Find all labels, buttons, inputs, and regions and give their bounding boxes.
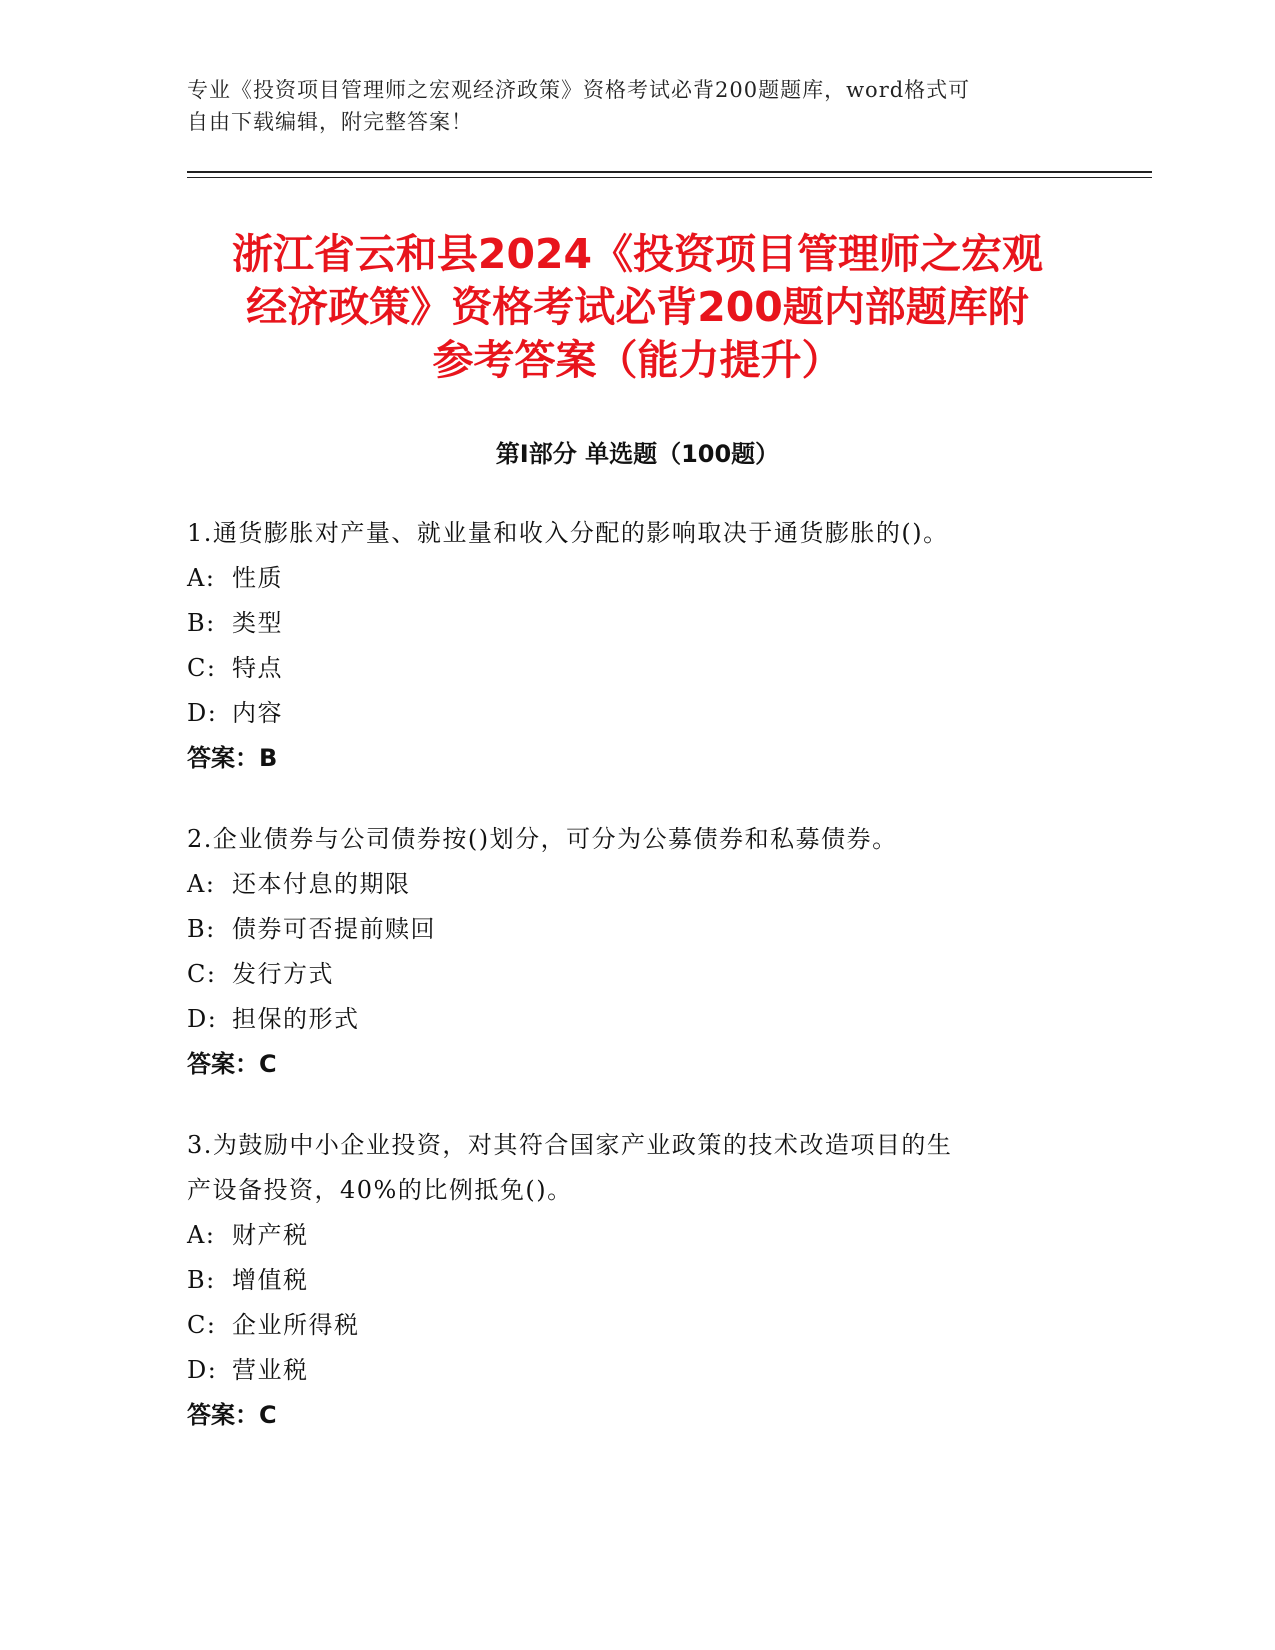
option-key: C: xyxy=(187,1311,217,1339)
section-title: 第I部分 单选题（100题） xyxy=(495,440,780,468)
option-b xyxy=(187,1258,1067,1303)
option-d xyxy=(187,997,1067,1042)
title-line2: 经济政策》资格考试必背200题内部题库附 xyxy=(246,283,1029,331)
header-note-line2: 自由下载编辑，附完整答案！ xyxy=(187,110,473,134)
option-key: D: xyxy=(187,1005,218,1033)
option-key: B: xyxy=(187,915,216,943)
header-divider-top xyxy=(187,171,1152,173)
question-stem-continued: 产设备投资，40%的比例抵免()。 xyxy=(187,1176,573,1204)
option-text: 债券可否提前赎回 xyxy=(232,915,436,943)
option-text: 特点 xyxy=(232,654,283,682)
option-text: 发行方式 xyxy=(232,960,334,988)
question-2 xyxy=(187,817,1067,1087)
answer: 答案：C xyxy=(187,1401,277,1429)
question-stem: 1.通货膨胀对产量、就业量和收入分配的影响取决于通货膨胀的()。 xyxy=(187,519,949,547)
question-3 xyxy=(187,1123,1067,1438)
header-divider-bottom xyxy=(187,177,1152,178)
option-key: A: xyxy=(187,870,216,898)
option-b xyxy=(187,907,1067,952)
option-text: 类型 xyxy=(232,609,283,637)
option-d xyxy=(187,691,1067,736)
option-key: B: xyxy=(187,1266,216,1294)
title-line3: 参考答案（能力提升） xyxy=(432,336,843,384)
option-text: 财产税 xyxy=(232,1221,309,1249)
header-note-line1: 专业《投资项目管理师之宏观经济政策》资格考试必背200题题库，word格式可 xyxy=(187,78,971,102)
question-stem: 2.企业债券与公司债券按()划分，可分为公募债券和私募债券。 xyxy=(187,825,898,853)
option-key: A: xyxy=(187,1221,216,1249)
option-c xyxy=(187,646,1067,691)
option-text: 营业税 xyxy=(232,1356,309,1384)
option-d xyxy=(187,1348,1067,1393)
option-key: D: xyxy=(187,699,218,727)
option-c xyxy=(187,952,1067,997)
option-key: A: xyxy=(187,564,216,592)
option-key: B: xyxy=(187,609,216,637)
option-key: C: xyxy=(187,960,217,988)
question-stem: 3.为鼓励中小企业投资，对其符合国家产业政策的技术改造项目的生 xyxy=(187,1131,953,1159)
option-a xyxy=(187,556,1067,601)
option-a xyxy=(187,862,1067,907)
option-b xyxy=(187,601,1067,646)
option-text: 内容 xyxy=(232,699,283,727)
option-a xyxy=(187,1213,1067,1258)
answer: 答案：B xyxy=(187,744,278,772)
option-key: C: xyxy=(187,654,217,682)
header-note xyxy=(187,74,1067,138)
option-text: 担保的形式 xyxy=(232,1005,360,1033)
option-text: 性质 xyxy=(232,564,283,592)
question-1 xyxy=(187,511,1067,781)
option-key: D: xyxy=(187,1356,218,1384)
option-text: 增值税 xyxy=(232,1266,309,1294)
title-line1: 浙江省云和县2024《投资项目管理师之宏观 xyxy=(231,230,1044,278)
document-title xyxy=(160,228,1115,387)
option-text: 企业所得税 xyxy=(232,1311,360,1339)
option-text: 还本付息的期限 xyxy=(232,870,411,898)
answer: 答案：C xyxy=(187,1050,277,1078)
option-c xyxy=(187,1303,1067,1348)
